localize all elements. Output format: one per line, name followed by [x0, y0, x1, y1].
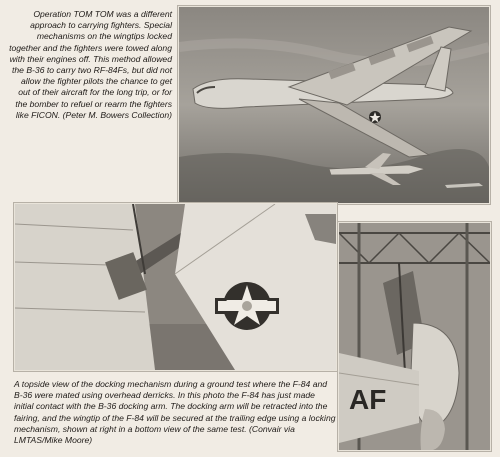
caption-docking-mechanism: A topside view of the docking mechanism during a ground test where the F-84 and B-36 were mated using overhead derricks. In this photo the F-84 has just made initial contact with the B-36 docking arm. The docking arm will be retracted into the fairing, and the wingtip of the F-84 will be secured at the trailing edge using a locking mechanism, shown at right in a bottom view of the same test. (Convair via LMTAS/Mike Moore) [14, 379, 336, 446]
aerial-photo-graphic [179, 7, 489, 203]
photo-topside-docking-ground-test [14, 203, 337, 371]
caption-tom-tom: Operation TOM TOM was a different approach to carrying fighters. Special mechanisms on the wingtips locked together and the fighters were towed along with their engines off. This method allowed the B-36 to carry two RF-84Fs, but did not allow the fighter pilots the chance to get out of their aircraft for the long trip, or for the bomber to refuel or rearm the fighters like FICON. (Peter M. Bowers Collection) [9, 9, 172, 120]
photo-bottom-view-locking-mechanism [338, 222, 491, 451]
photo-b36-with-rf84f-in-flight [178, 6, 490, 204]
locking-mechanism-photo-graphic [339, 223, 490, 450]
docking-photo-graphic [15, 204, 336, 370]
wing-marking-af: AF [349, 384, 387, 415]
